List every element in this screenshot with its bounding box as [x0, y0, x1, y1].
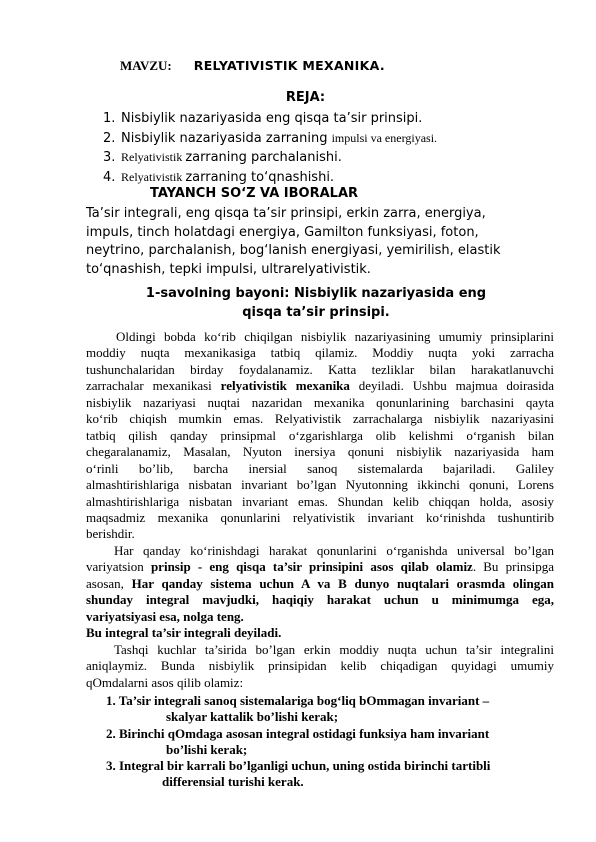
- rule-continuation: differensial turishi kerak.: [162, 774, 304, 790]
- body-line: moddiy nuqta mexanikasiga tatbiq qilamiz. Moddiy nuqta yoki zarracha: [86, 345, 554, 361]
- body-line: maqsadmiz mexanika qonunlarini relyativistik invariant ko‘rinishda tushuntirib: [86, 509, 554, 525]
- topic-title: RELYATIVISTIK MEXANIKA.: [193, 58, 385, 73]
- body-text-run: . Bu prinsipga: [472, 559, 554, 575]
- keywords-line: neytrino, parchalanish, bog‘lanish energiyasi, yemirilish, elastik: [86, 243, 501, 258]
- plan-item-text-tail: zarraning parchalanishi.: [185, 150, 342, 165]
- section-heading: [86, 285, 546, 322]
- body-line: Har qanday ko‘rinishdagi harakat qonunlarini o‘rganishda universal bo’lgan: [114, 542, 554, 558]
- plan-item-text-tail: zarraning to‘qnashishi.: [185, 169, 335, 185]
- body-text: [86, 329, 554, 691]
- body-line: berishdir.: [86, 526, 135, 542]
- rule-item: [86, 693, 556, 709]
- rule-number: 2.: [106, 725, 116, 741]
- body-text-run: deyiladi. Ushbu majmua doirasida: [349, 378, 554, 394]
- plan-item: [103, 129, 437, 149]
- body-text-run: asosan,: [86, 575, 132, 591]
- keywords-line: Ta’sir integrali, eng qisqa ta’sir prinsipi, erkin zarra, energiya,: [86, 206, 486, 221]
- body-line: Oldingi bobda ko‘rib chiqilgan nisbiylik nazariyasining umumiy prinsiplarini: [116, 329, 554, 344]
- body-bold-term: relyativistik mexanika: [220, 378, 350, 394]
- body-bold-term: Har qanday sistema uchun A va B dunyo nuqtalari orasmda olingan: [131, 575, 554, 591]
- plan-item-text: Relyativistik: [121, 169, 186, 184]
- body-line: shunday integral mavjudki, haqiqiy harakat uchun u minimumga ega,: [86, 592, 554, 608]
- plan-item: [103, 168, 437, 188]
- body-line: Bu integral ta’sir integrali deyiladi.: [86, 625, 282, 641]
- body-line: ko‘rib chiqish mumkin emas. Relyativistik zarrachalarga nisbiylik nazariyasini: [86, 411, 554, 427]
- body-line: nisbiylik nazariyasi nuqtai nazaridan mexanika qonunlarining barchasini qayta: [86, 394, 554, 410]
- body-text-run: variyatsion: [86, 559, 151, 575]
- rule-continuation: bo’lishi kerak;: [166, 741, 248, 757]
- body-line: Tashqi kuchlar ta’sirida bo’lgan erkin moddiy nuqta uchun ta’sir integralini: [114, 641, 554, 657]
- plan-item: [103, 148, 437, 168]
- body-line: tatbiq qilish qanday prinsipmal o‘zgarishlarga olib kelishmi o‘rganish bilan: [86, 427, 554, 443]
- rule-continuation: skalyar kattalik bo’lishi kerak;: [166, 709, 339, 725]
- body-line: variyatsiyasi esa, nolga teng.: [86, 608, 244, 624]
- body-line: [86, 559, 554, 575]
- body-line: o‘rinli bo’lib, barcha inersial sanoq sistemalarda bajariladi. Galiley: [86, 460, 554, 476]
- plan-list: [103, 109, 437, 187]
- keywords-heading: TAYANCH SO‘Z VA IBORALAR: [150, 186, 359, 201]
- rule-item: [86, 726, 556, 742]
- plan-item-text: Nisbiylik nazariyasida zarraning: [121, 130, 332, 146]
- body-line: tushunchalaridan birday foydalanamiz. Katta tezliklar bilan harakatlanuvchi: [86, 361, 554, 377]
- body-line: [86, 576, 554, 592]
- keywords-line: to‘qnashish, tepki impulsi, ultrarelyativistik.: [86, 261, 371, 277]
- body-bold-term: prinsip - eng qisqa ta’sir prinsipini asos qilab olamiz: [150, 559, 473, 575]
- plan-item: [103, 109, 437, 129]
- plan-item-number: 3.: [103, 150, 116, 165]
- body-line: qOmdalarni asos qilib olamiz:: [86, 674, 244, 690]
- body-line: almashtirishlariga nisbatan invariant bo’lgan Nyutonning ikkinchi qonuni, Lorens: [86, 477, 554, 493]
- plan-item-number: 4.: [103, 169, 116, 185]
- plan-item-text: Nisbiylik nazariyasida eng qisqa ta’sir prinsipi.: [121, 111, 423, 126]
- plan-item-text-tail: impulsi va energiyasi.: [331, 130, 438, 145]
- rule-text: Birinchi qOmdaga asosan integral ostidagi funksiya ham invariant: [119, 725, 490, 741]
- keywords-line: impuls, tinch holatdagi energiya, Gamilton funksiyasi, foton,: [86, 224, 479, 240]
- rule-number: 3.: [106, 758, 116, 774]
- plan-item-number: 1.: [103, 111, 116, 126]
- rules-list: [86, 693, 556, 791]
- plan-item-text: Relyativistik: [121, 150, 186, 164]
- plan-item-number: 2.: [103, 130, 116, 146]
- section-heading-line: qisqa ta’sir prinsipi.: [242, 304, 390, 320]
- rule-text: Integral bir karrali bo’lganligi uchun, uning ostida birinchi tartibli: [119, 758, 491, 774]
- rule-item: [86, 758, 556, 774]
- rule-number: 1.: [106, 693, 116, 708]
- body-line: aniqlaymiz. Bunda nisbiylik prinsipidan kelib chiqadigan quyidagi umumiy: [86, 658, 554, 674]
- keywords-paragraph: [86, 205, 526, 279]
- rule-text: Ta’sir integrali sanoq sistemalariga bog‘liq bOmmagan invariant –: [118, 693, 490, 708]
- topic-label: MAVZU:: [120, 58, 172, 73]
- plan-heading: REJA:: [285, 90, 326, 105]
- topic-line: [120, 57, 385, 75]
- body-text-run: zarrachalar mexanikasi: [86, 378, 221, 394]
- body-line: [86, 378, 554, 394]
- body-line: chegaralanamiz, Masalan, Nyuton inersiya qonuni nisbiylik nazariyasida ham: [86, 444, 554, 460]
- body-line: almashtirishlariga nisbatan invariant emas. Shundan kelib chiqqan holda, asosiy: [86, 493, 554, 509]
- section-heading-line: 1-savolning bayoni: Nisbiylik nazariyasida eng: [145, 286, 487, 301]
